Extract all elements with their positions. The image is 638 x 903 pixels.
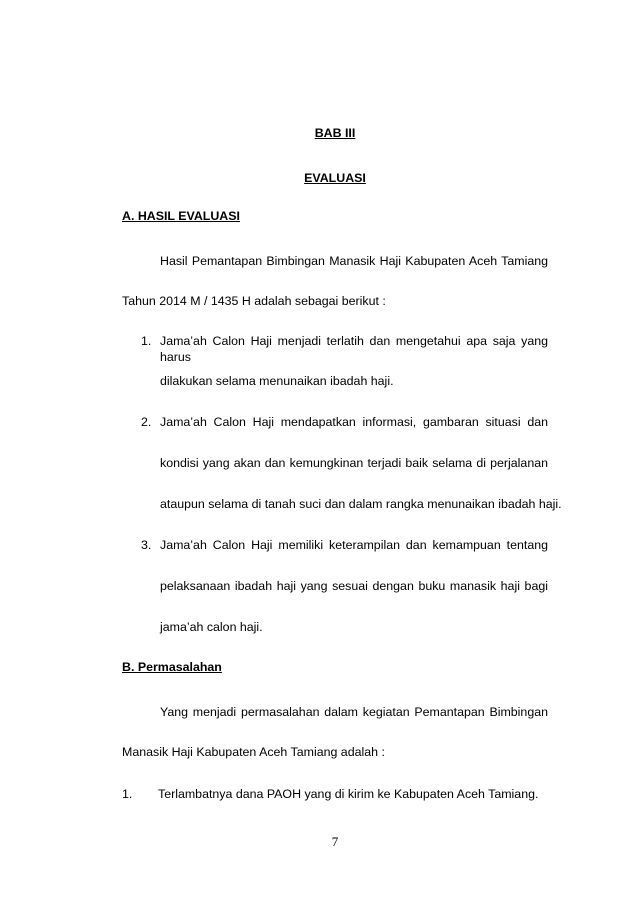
list-item-line: Terlambatnya dana PAOH yang di kirim ke Kabupaten Aceh Tamiang.	[158, 787, 539, 801]
list-item-number: 2.	[141, 415, 152, 429]
list-item-line: Jama’ah Calon Haji memiliki keterampilan dan kemampuan tentang	[160, 538, 548, 552]
section-b-intro-line2: Manasik Haji Kabupaten Aceh Tamiang adalah :	[122, 745, 385, 759]
list-item-number: 1.	[122, 787, 133, 801]
section-a-intro-line2: Tahun 2014 M / 1435 H adalah sebagai berikut :	[122, 294, 386, 308]
list-item-line: Jama’ah Calon Haji mendapatkan informasi, gambaran situasi dan	[160, 415, 548, 429]
list-item-line: kondisi yang akan dan kemungkinan terjadi baik selama di perjalanan	[160, 456, 548, 470]
list-item-line: ataupun selama di tanah suci dan dalam rangka menunaikan ibadah haji.	[160, 497, 562, 511]
section-b-heading: B. Permasalahan	[122, 660, 222, 674]
list-item-line: dilakukan selama menunaikan ibadah haji.	[160, 374, 394, 388]
list-item-number: 3.	[141, 538, 152, 552]
chapter-title: EVALUASI	[304, 171, 366, 185]
section-a-intro-line1: Hasil Pemantapan Bimbingan Manasik Haji Kabupaten Aceh Tamiang	[160, 254, 548, 268]
chapter-label: BAB III	[314, 126, 356, 140]
list-item-line: jama’ah calon haji.	[160, 620, 263, 634]
list-item-line: Jama’ah Calon Haji menjadi terlatih dan mengetahui apa saja yang harus	[160, 334, 548, 364]
section-b-intro-line1: Yang menjadi permasalahan dalam kegiatan Pemantapan Bimbingan	[160, 705, 548, 719]
page-number: 7	[331, 834, 339, 849]
list-item-number: 1.	[141, 334, 152, 348]
list-item-line: pelaksanaan ibadah haji yang sesuai dengan buku manasik haji bagi	[160, 579, 548, 593]
section-a-heading: A. HASIL EVALUASI	[122, 209, 240, 223]
